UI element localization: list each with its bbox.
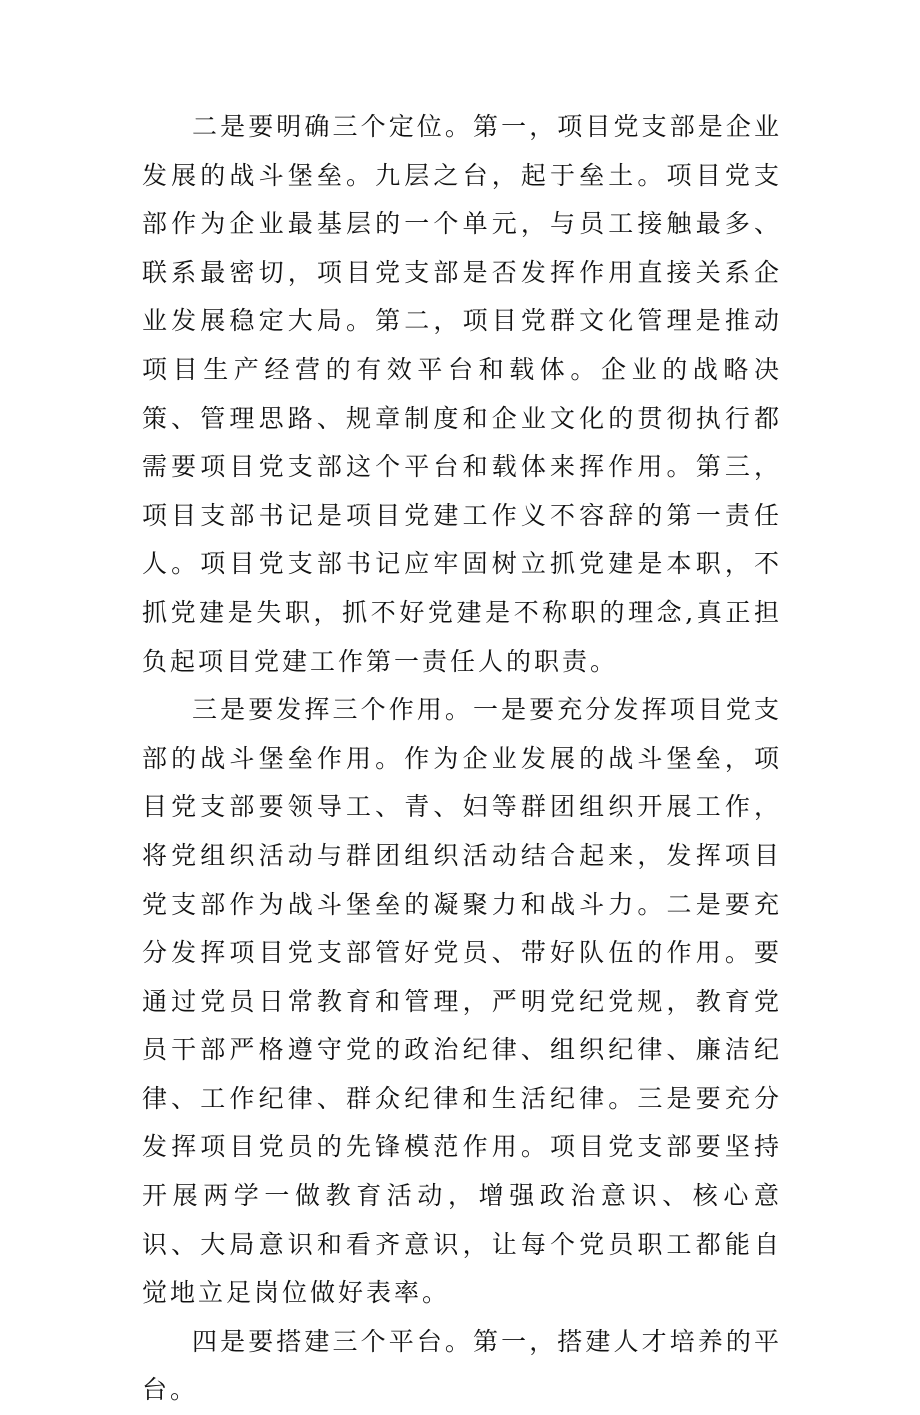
document-body bbox=[142, 103, 782, 1415]
paragraph-three-positions: 二是要明确三个定位。第一，项目党支部是企业发展的战斗堡垒。九层之台，起于垒土。项目党支部作为企业最基层的一个单元，与员工接触最多、联系最密切，项目党支部是否发挥作用直接关系企业发展稳定大局。第二，项目党群文化管理是推动项目生产经营的有效平台和载体。企业的战略决策、管理思路、规章制度和企业文化的贯彻执行都需要项目党支部这个平台和载体来挥作用。第三，项目支部书记是项目党建工作义不容辞的第一责任人。项目党支部书记应牢固树立抓党建是本职，不抓党建是失职，抓不好党建是不称职的理念,真正担负起项目党建工作第一责任人的职责。 bbox=[142, 112, 782, 676]
paragraph-three-roles: 三是要发挥三个作用。一是要充分发挥项目党支部的战斗堡垒作用。作为企业发展的战斗堡垒，项目党支部要领导工、青、妇等群团组织开展工作，将党组织活动与群团组织活动结合起来，发挥项目党支部作为战斗堡垒的凝聚力和战斗力。二是要充分发挥项目党支部管好党员、带好队伍的作用。要通过党员日常教育和管理，严明党纪党规，教育党员干部严格遵守党的政治纪律、组织纪律、廉洁纪律、工作纪律、群众纪律和生活纪律。三是要充分发挥项目党员的先锋模范作用。项目党支部要坚持开展两学一做教育活动，增强政治意识、核心意识、大局意识和看齐意识，让每个党员职工都能自觉地立足岗位做好表率。 bbox=[142, 695, 782, 1308]
paragraph-three-platforms: 四是要搭建三个平台。第一，搭建人才培养的平台。 bbox=[142, 1326, 782, 1405]
